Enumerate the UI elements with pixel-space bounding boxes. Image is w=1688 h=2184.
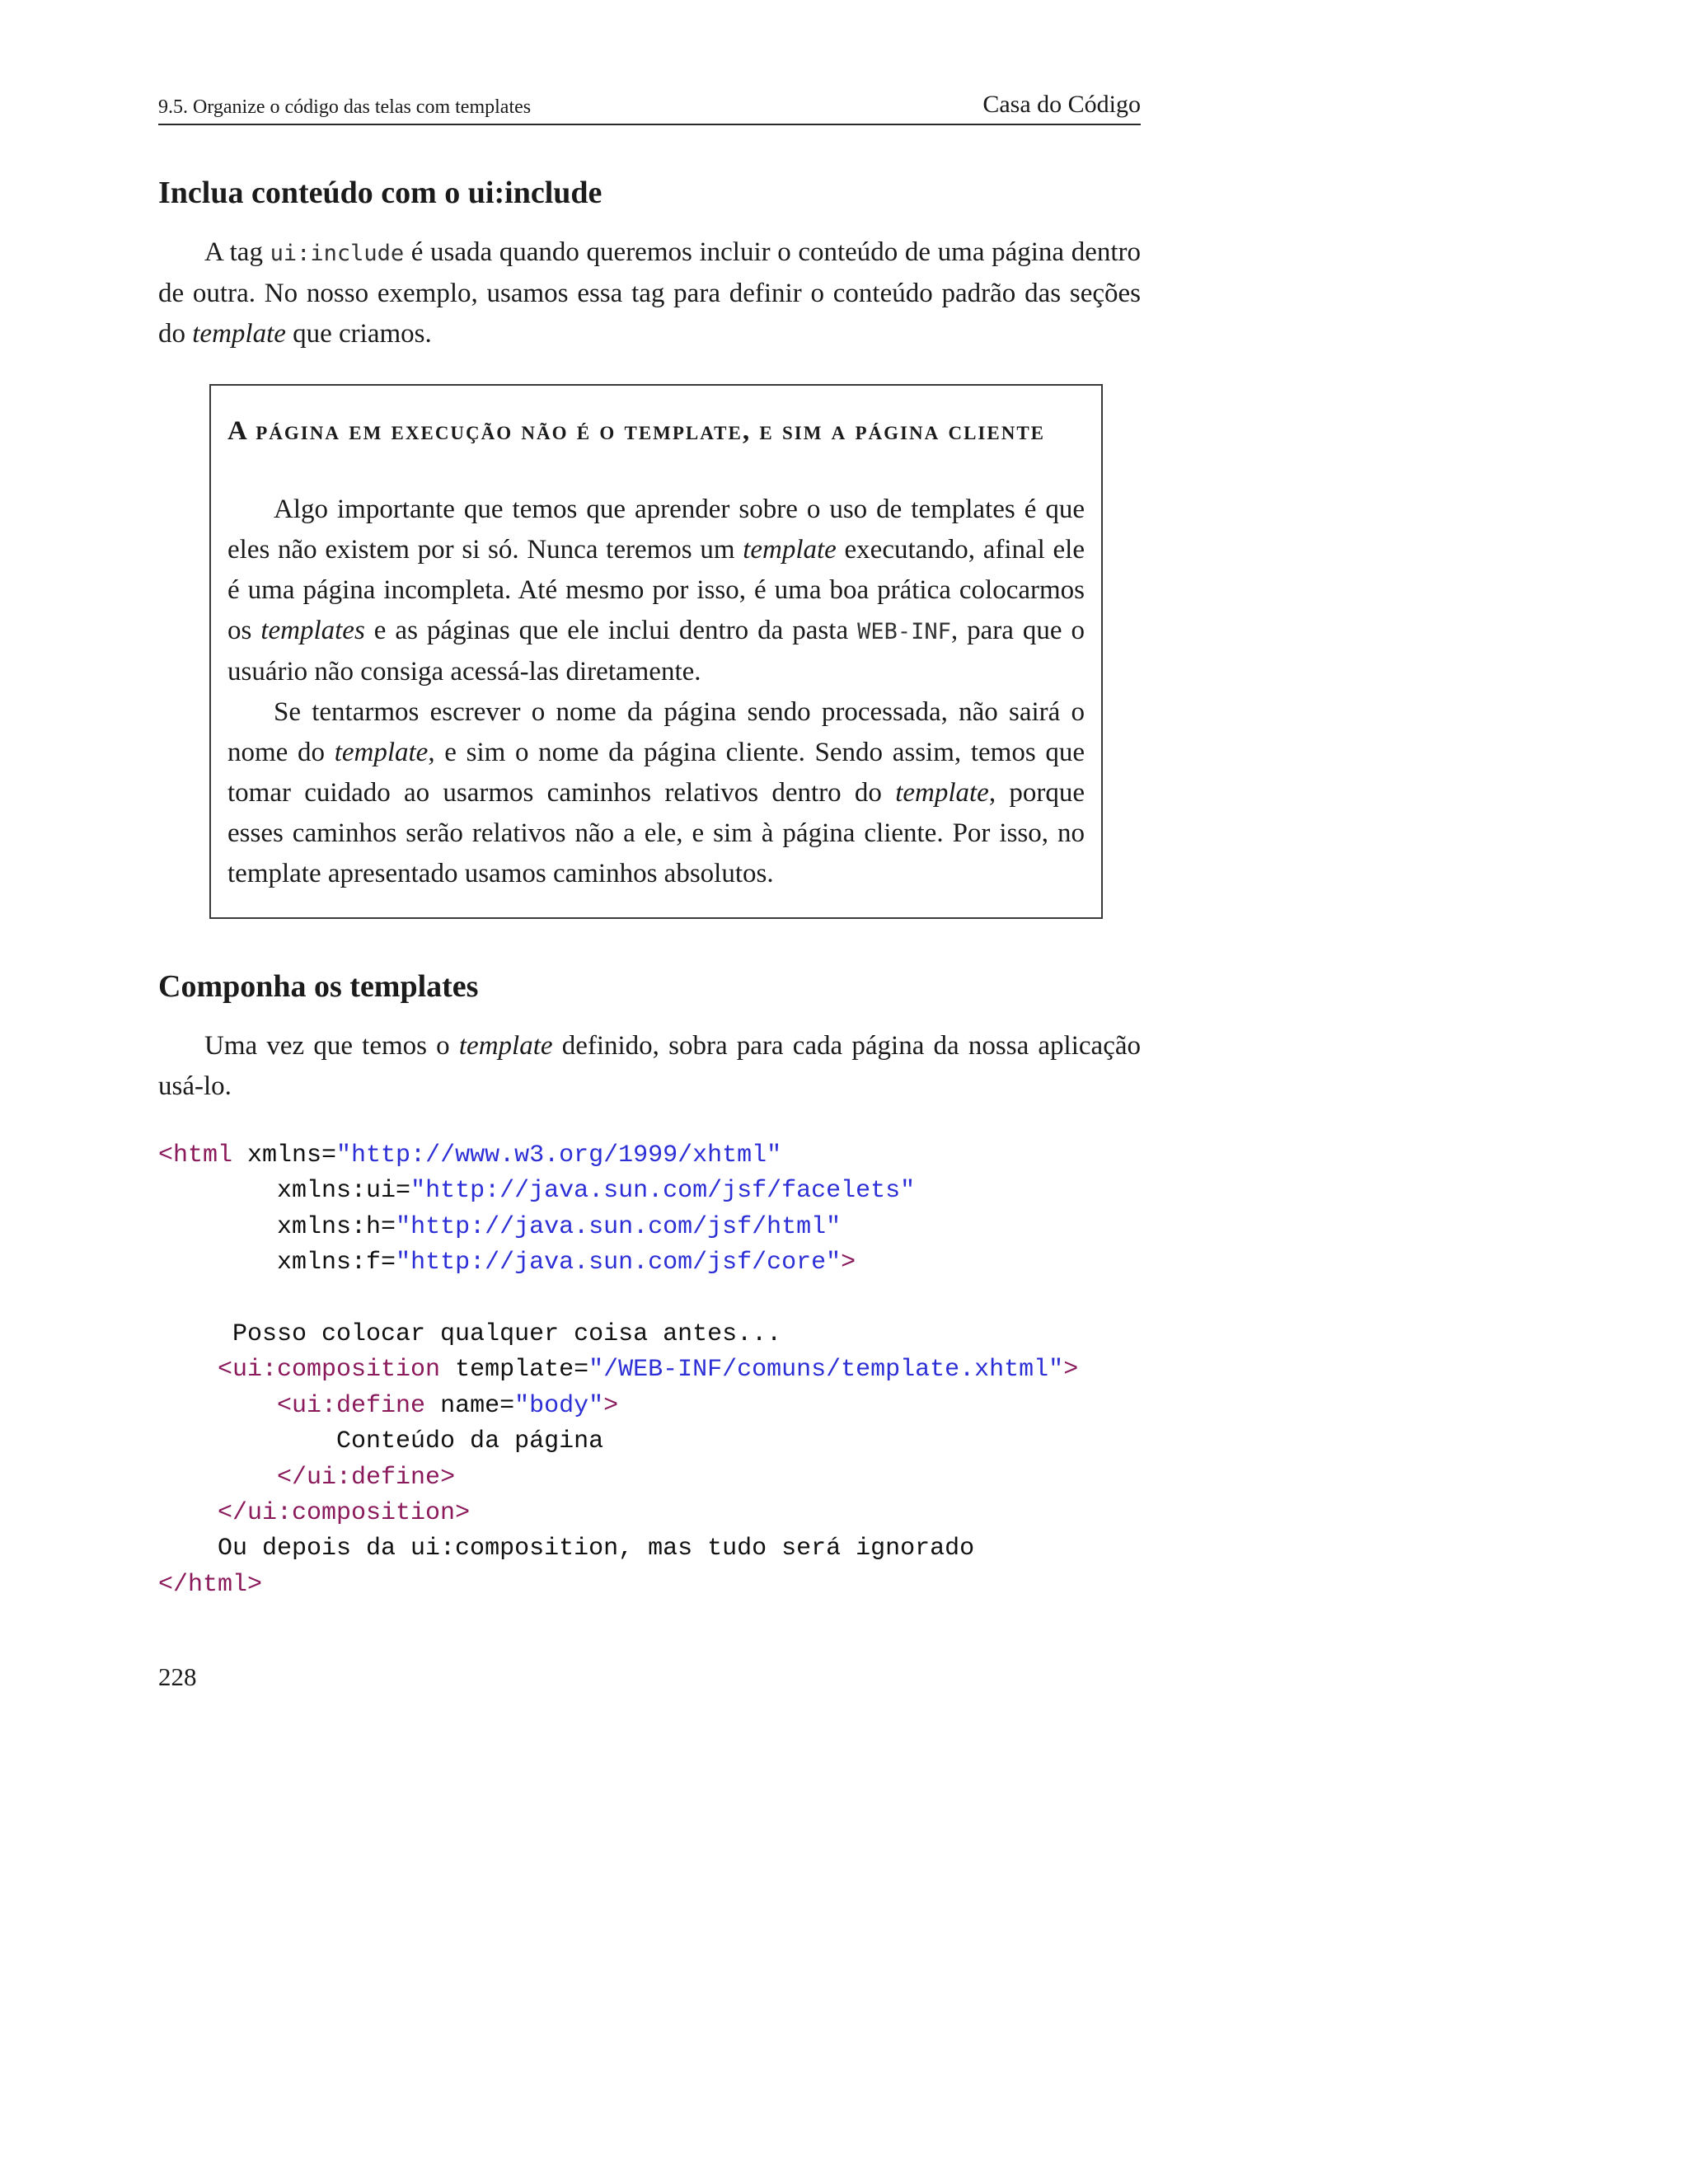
text-span: Algo importante que temos que aprender sobre o uso de templates é que eles não existem por si só. Nunca teremos um <box>227 494 1085 565</box>
page-number: 228 <box>158 1662 197 1692</box>
emphasis: template <box>458 1031 553 1061</box>
emphasis: template <box>192 319 286 349</box>
section-heading-include: Inclua conteúdo com o ui:include <box>158 176 603 210</box>
code-attr: xmlns:h= <box>277 1212 396 1241</box>
code-tag: > <box>603 1391 619 1420</box>
code-string: "body" <box>514 1391 604 1420</box>
note-box <box>209 384 1103 919</box>
code-indent <box>158 1464 277 1492</box>
emphasis: template <box>895 778 989 808</box>
code-tag: </ui:composition> <box>218 1499 471 1528</box>
note-paragraph-2 <box>227 692 1085 894</box>
text-span: A tag <box>204 237 270 267</box>
code-string: "http://java.sun.com/jsf/facelets" <box>410 1177 916 1206</box>
code-attr: name= <box>425 1391 515 1420</box>
paragraph-compose <box>158 1026 1141 1107</box>
header-section-ref: 9.5. Organize o código das telas com templates <box>158 96 532 118</box>
code-indent <box>158 1213 277 1241</box>
code-indent <box>158 1392 277 1420</box>
emphasis: templates <box>260 616 365 645</box>
code-string: "http://www.w3.org/1999/xhtml" <box>336 1141 782 1169</box>
note-paragraph-1 <box>227 490 1085 692</box>
text-span: executando, afinal ele é uma página incompleta. Até mesmo por isso, é uma boa prática colocarmos os <box>227 535 1085 645</box>
emphasis: template <box>334 738 429 767</box>
code-listing <box>158 1138 1141 1603</box>
code-indent <box>158 1249 277 1277</box>
code-attr: template= <box>440 1356 589 1385</box>
text-span: definido, sobra para cada página da nossa aplicação usá-lo. <box>158 1031 1141 1101</box>
section-heading-compose: Componha os templates <box>158 969 479 1004</box>
paragraph-include <box>158 232 1141 354</box>
book-page <box>158 91 1141 1692</box>
code-tag: > <box>841 1249 856 1277</box>
code-indent <box>158 1177 277 1205</box>
code-string: "/WEB-INF/comuns/template.xhtml" <box>588 1356 1064 1385</box>
code-attr: xmlns= <box>232 1141 337 1169</box>
text-span: , porque esses caminhos serão relativos não a ele, e sim à página cliente. Por isso, no template apresentado usamos caminhos absolutos. <box>227 778 1085 888</box>
inline-code: ui:include <box>270 241 405 266</box>
code-attr: xmlns:ui= <box>277 1177 411 1206</box>
text-span: que criamos. <box>285 319 432 349</box>
code-tag: </ui:define> <box>277 1463 456 1492</box>
code-text: Posso colocar qualquer coisa antes... <box>158 1320 782 1349</box>
code-string: "http://java.sun.com/jsf/html" <box>396 1212 842 1241</box>
text-span: , para que o usuário não consiga acessá-las diretamente. <box>227 616 1085 687</box>
code-indent <box>158 1499 218 1527</box>
code-tag: <ui:define <box>277 1391 426 1420</box>
text-span: Se tentarmos escrever o nome da página sendo processada, não sairá o nome do <box>227 697 1085 767</box>
text-span: é usada quando queremos incluir o conteúdo de uma página dentro de outra. No nosso exemplo, usamos essa tag para definir o conteúdo padrão das seções do <box>158 237 1142 349</box>
code-text: Conteúdo da página <box>158 1427 604 1456</box>
code-string: "http://java.sun.com/jsf/core" <box>396 1249 842 1277</box>
text-span: Uma vez que temos o <box>204 1031 459 1061</box>
code-attr: xmlns:f= <box>277 1249 396 1277</box>
code-tag: <ui:composition <box>218 1356 441 1385</box>
code-tag: > <box>1063 1356 1079 1385</box>
header-book-title: Casa do Código <box>982 91 1141 118</box>
running-header <box>158 91 1141 125</box>
code-text: Ou depois da ui:composition, mas tudo será ignorado <box>158 1535 975 1563</box>
text-span: , e sim o nome da página cliente. Sendo assim, temos que tomar cuidado ao usarmos caminhos relativos dentro do <box>227 738 1085 808</box>
code-tag: <html <box>158 1141 233 1169</box>
inline-code: WEB-INF <box>857 619 951 644</box>
text-span: e as páginas que ele inclui dentro da pasta <box>364 616 858 645</box>
note-box-title: A página em execução não é o template, e sim a página cliente <box>227 416 1046 446</box>
code-indent <box>158 1356 218 1384</box>
emphasis: template <box>743 535 837 565</box>
code-tag: </html> <box>158 1570 263 1599</box>
